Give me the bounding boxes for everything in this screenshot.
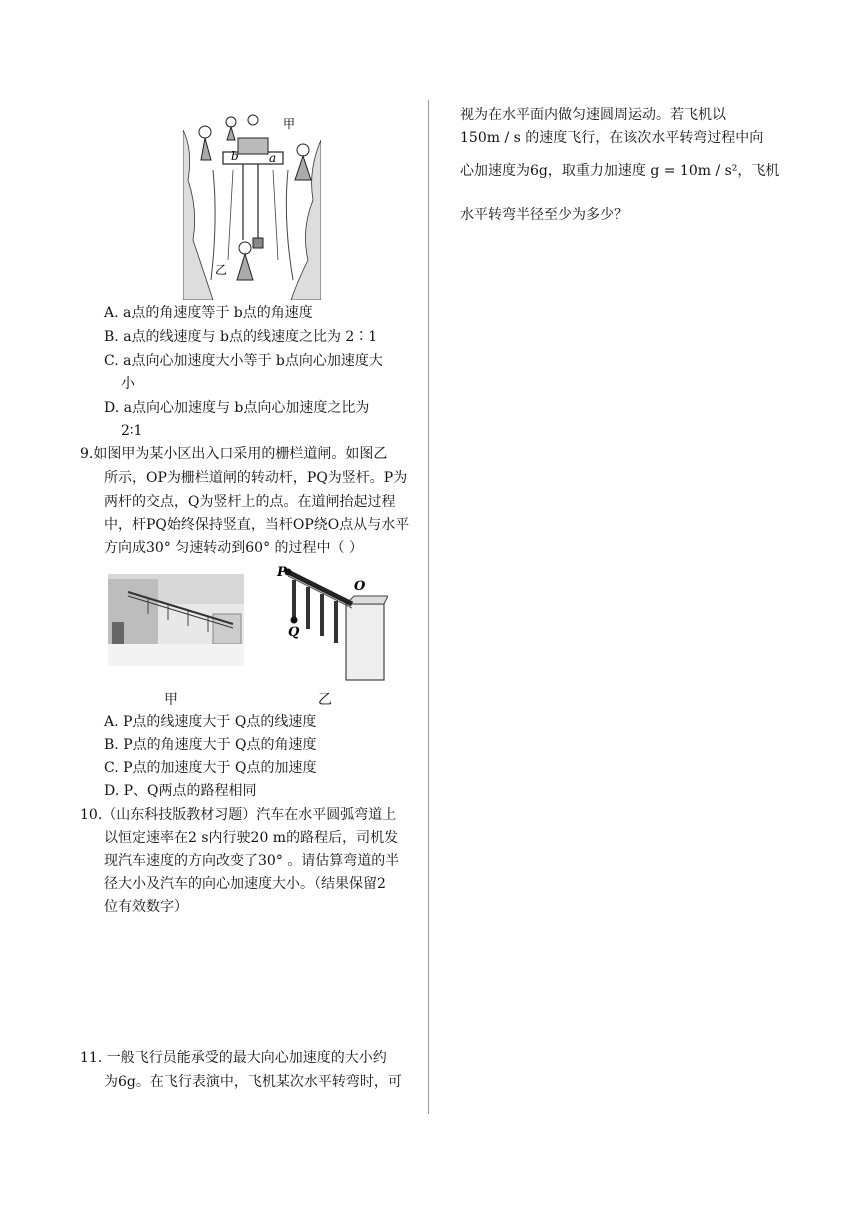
q8-option-c-cont: 小 [121,376,135,392]
q9-caption-yi: 乙 [318,692,332,708]
q8-label-yi: 乙 [215,263,228,277]
q11-right-line-2: 150m / s 的速度飞行，在该次水平转弯过程中向 [460,130,764,146]
q11-right-line-3: 心加速度为6g，取重力加速度 g = 10m / s²，飞机 [460,163,780,179]
q9-stem-line-5: 方向成30° 匀速转动到60° 的过程中（ ） [104,540,363,556]
q8-option-c: C. a点向心加速度大小等于 b点向心加速度大 [104,353,383,369]
q9-stem-line-3: 两杆的交点，Q为竖杆上的点。在道闸抬起过程 [104,494,396,510]
q8-option-b: B. a点的线速度与 b点的线速度之比为 2∶1 [104,329,378,345]
q8-label-a: a [269,151,277,165]
q8-figure-illustration [183,110,321,300]
q11-right-line-4: 水平转弯半径至少为多少？ [460,207,628,223]
q10-line-4: 径大小及汽车的向心加速度大小。（结果保留2 [104,876,386,892]
q9-option-a: A. P点的线速度大于 Q点的线速度 [104,714,317,730]
q9-option-d: D. P、Q两点的路程相同 [104,783,257,799]
q10-line-1: 10.（山东科技版教材习题）汽车在水平圆弧弯道上 [80,807,397,823]
q11-line-2: 为6g。在飞行表演中，飞机某次水平转弯时，可 [104,1074,402,1090]
q9-figure-jia-photo [108,574,244,666]
q9-figure-yi-diagram [274,562,388,684]
q8-option-a: A. a点的角速度等于 b点的角速度 [104,305,313,321]
q10-line-2: 以恒定速率在2 s内行驶20 m的路程后，司机发 [104,830,399,846]
q10-line-3: 现汽车速度的方向改变了30° 。请估算弯道的半 [104,853,400,869]
q8-label-b: b [231,149,239,163]
q9-label-O: O [354,579,366,594]
q8-option-d-cont: 2∶1 [121,423,143,439]
q8-option-d: D. a点向心加速度与 b点向心加速度之比为 [104,400,370,416]
q9-option-c: C. P点的加速度大于 Q点的加速度 [104,760,317,776]
q9-option-b: B. P点的角速度大于 Q点的角速度 [104,737,317,753]
q9-label-P: P [277,565,287,580]
q9-label-Q: Q [288,625,300,640]
q11-right-line-1: 视为在水平面内做匀速圆周运动。若飞机以 [460,107,726,123]
q11-line-1: 11. 一般飞行员能承受的最大向心加速度的大小约 [80,1050,387,1066]
q9-stem-line-4: 中，杆PQ始终保持竖直，当杆OP绕O点从与水平 [104,517,410,533]
q9-stem-line-2: 所示，OP为栅栏道闸的转动杆，PQ为竖杆。P为 [104,470,408,486]
q8-label-jia: 甲 [283,117,296,131]
q9-caption-jia: 甲 [164,692,178,708]
q9-stem-line-1: 9.如图甲为某小区出入口采用的栅栏道闸。如图乙 [80,446,388,462]
column-divider [428,100,429,1114]
q10-line-5: 位有效数字） [104,899,188,915]
